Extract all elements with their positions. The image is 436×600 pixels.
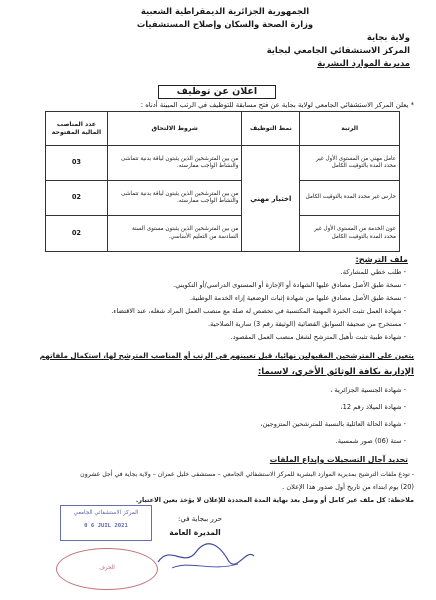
announcement-title: اعلان عن توظيف [158, 85, 276, 99]
condition-cell: من بين المترشحين الذين يثبتون لياقة بدنية تتماشى والنشاط الواجب ممارسته. [107, 181, 242, 216]
made-in-label: حرر ببجاية في: [178, 515, 222, 523]
admitted-paragraph-line2: الإدارية بكافة الوثائق الأخرى، لاسيما: [257, 367, 414, 377]
deadline-line: (20) يوم ابتداء من تاريخ أول صدور هذا الإعلان . [282, 483, 414, 491]
recruitment-type-cell: اختبار مهني [242, 146, 300, 252]
hr-directorate-label: مديرية الموارد البشرية [317, 58, 410, 68]
list-item: - مستخرج من صحيفة السوابق القضائية (الوثيقة رقم 3) سارية الصلاحية. [207, 320, 406, 328]
col-header-conditions: شروط الالتحاق [107, 112, 242, 146]
rank-cell: عون الخدمة من المستوى الأول غير محدد المدة بالتوقيت الكامل [300, 216, 400, 252]
list-item: - نسخة طبق الأصل مصادق عليها من شهادة إثبات الوضعية إزاء الخدمة الوطنية. [189, 294, 406, 302]
table-row [46, 146, 400, 181]
col-header-positions-count: عدد المناصب المالية المفتوحة [46, 112, 108, 146]
note-line: ملاحظة: كل ملف غير كامل أو وصل بعد نهاية المدة المحددة للإعلان لا يؤخذ بعين الاعتبار. [135, 496, 414, 504]
list-item: - نسخة طبق الأصل مصادق عليها الشهادة أو الإجازة أو المستوى الدراسي/أو التكويني. [173, 281, 406, 289]
wilaya-label: ولاية بجاية [366, 32, 410, 42]
count-cell: 03 [46, 146, 108, 181]
condition-cell: من بين المترشحين الذين يثبتون مستوى السنة السادسة من التعليم الأساسي. [107, 216, 242, 252]
list-item: - شهادة طبية تثبت تأهيل المترشح لشغل منصب العمل المقصود. [230, 333, 406, 341]
intro-text: * يعلن المركز الاستشفائي الجامعي لولاية بجاية عن فتح مسابقة للتوظيف في الرتب المبينة أدناه : [140, 101, 414, 109]
col-header-recruitment-type: نمط التوظيف [242, 112, 300, 146]
table-header-row [46, 112, 400, 146]
stamp-text: المركز الاستشفائي الجامعي [73, 510, 139, 516]
hospital-center-label: المركز الاستشفائي الجامعي لبجاية [266, 45, 410, 55]
rank-cell: حارس غير محدد المدة بالتوقيت الكامل [300, 181, 400, 216]
list-item: - شهادة الجنسية الجزائرية ، [330, 386, 406, 394]
official-stamp [60, 505, 152, 541]
count-cell: 02 [46, 216, 108, 252]
signatory-label: المديرة العامة [169, 528, 221, 537]
file-section-heading: ملف الترشح: [355, 254, 408, 264]
signature-mark [150, 538, 260, 574]
list-item: - شهادة الحالة العائلية بالنسبة للمترشحين المتزوجين، [260, 420, 406, 428]
round-stamp [56, 548, 158, 590]
table-row [46, 216, 400, 252]
republic-heading: الجمهورية الجزائرية الديمقراطية الشعبية [140, 6, 310, 16]
admitted-paragraph-line1: يتعين على المترشحين المقبولين نهائيا، قبل تعيينهم في الرتب أو المناصب المترشح لها، استكمال ملفاتهم [39, 351, 414, 360]
col-header-rank: الرتبة [300, 112, 400, 146]
round-stamp-text: الحرف [99, 565, 115, 571]
deadline-section-heading: تحديد آجال التسجيلات وإيداع الملفات [269, 455, 408, 464]
list-item: - شهادة العمل تثبت الخبرة المهنية المكتسبة في تخصص له صلة مع منصب العمل المراد شغله، عند الاقتضاء. [111, 307, 406, 315]
count-cell: 02 [46, 181, 108, 216]
condition-cell: من بين المترشحين الذين يثبتون لياقة بدنية تتماشى والنشاط الواجب ممارسته. [107, 146, 242, 181]
ministry-heading: وزارة الصحة والسكان وإصلاح المستشفيات [136, 19, 314, 29]
positions-table [45, 111, 400, 252]
list-item: - طلب خطي للمشاركة. [340, 268, 406, 276]
stamp-date: 0 6 JUIL 2021 [84, 523, 128, 529]
table-row [46, 181, 400, 216]
deadline-line: - تودع ملفات الترشيح بمديرية الموارد البشرية للمركز الاستشفائي الجامعي – مستشفى خليل عمران – ولاية بجاية في أجل عشرون [80, 471, 414, 478]
list-item: - ستة (06) صور شمسية. [335, 437, 406, 445]
list-item: - شهادة الميلاد رقم 12، [340, 403, 406, 411]
rank-cell: عامل مهني من المستوى الأول غير محدد المدة بالتوقيت الكامل [300, 146, 400, 181]
